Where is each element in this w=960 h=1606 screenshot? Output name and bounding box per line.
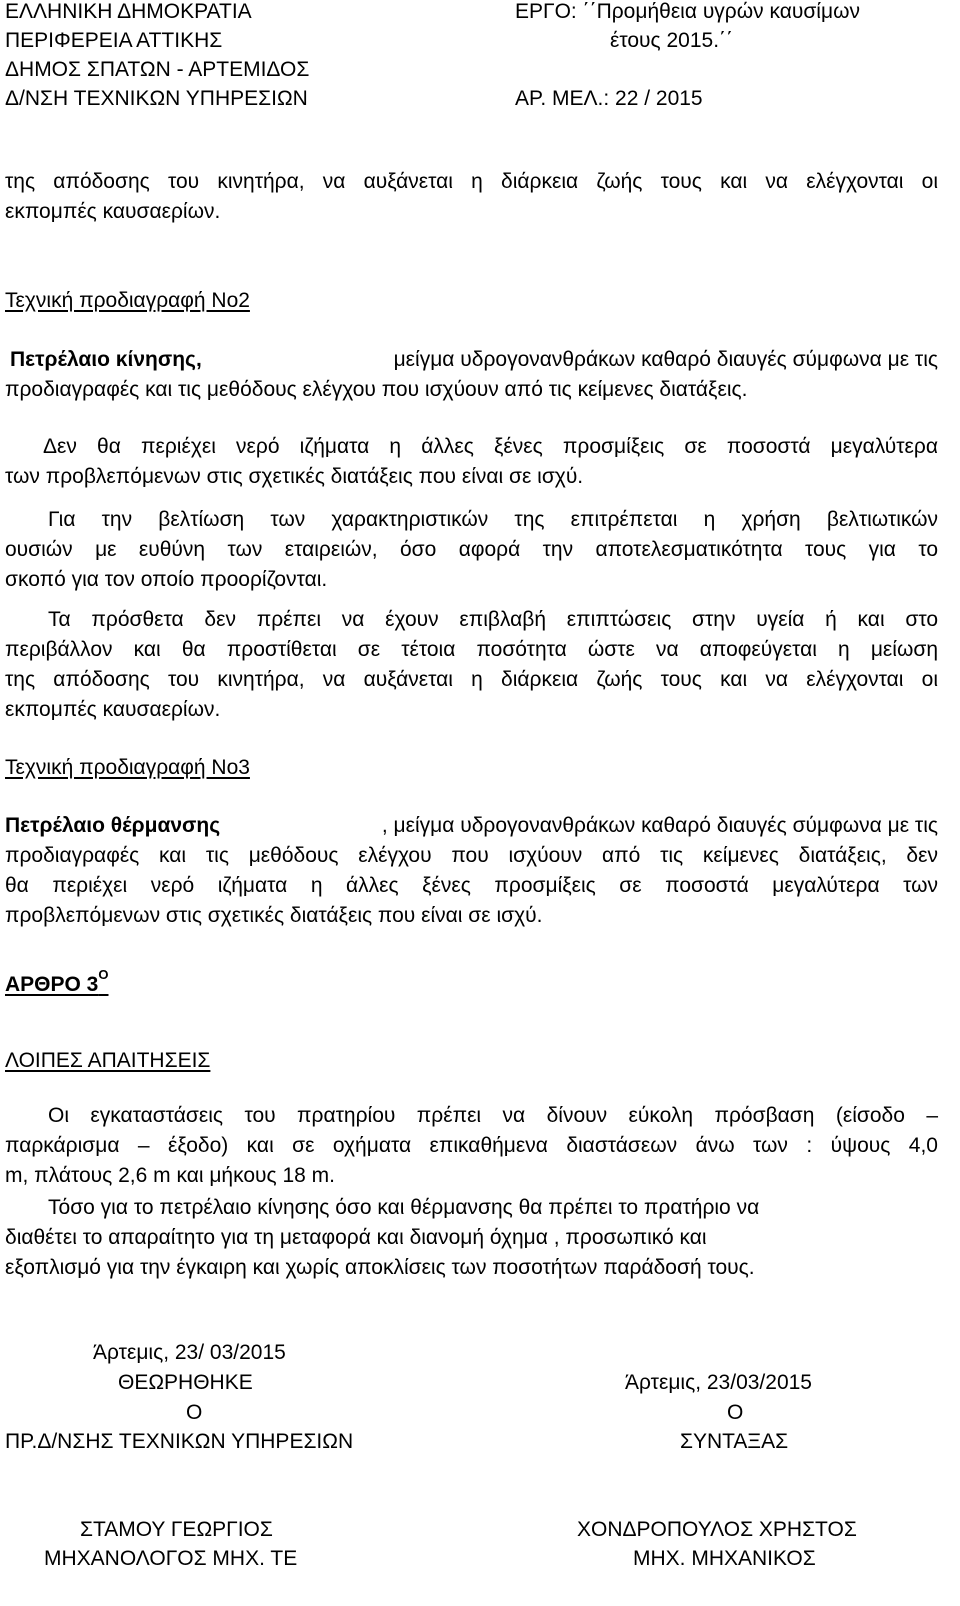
signature-title: ΜΗΧ. ΜΗΧΑΝΙΚΟΣ	[633, 1547, 816, 1570]
text-line: προβλεπόμενων στις σχετικές διατάξεις που είναι σε ισχύ.	[5, 904, 543, 927]
spec2-heading: Τεχνική προδιαγραφή Νο2	[5, 289, 250, 312]
spec2-paragraph-4	[5, 605, 938, 725]
text-line: Για την βελτίωση των χαρακτηριστικών της επιτρέπεται η χρήση βελτιωτικών	[48, 508, 938, 531]
header-line: ΕΛΛΗΝΙΚΗ ΔΗΜΟΚΡΑΤΙΑ	[5, 0, 252, 23]
text-line: Τόσο για το πετρέλαιο κίνησης όσο και θέρμανσης θα πρέπει το πρατήριο να	[48, 1196, 760, 1219]
study-number: ΑΡ. ΜΕΛ.: 22 / 2015	[515, 87, 703, 110]
signature-role: ΠΡ.Δ/ΝΣΗΣ ΤΕΧΝΙΚΩΝ ΥΠΗΡΕΣΙΩΝ	[5, 1430, 354, 1453]
signature-title: ΜΗΧΑΝΟΛΟΓΟΣ ΜΗΧ. ΤΕ	[44, 1547, 298, 1570]
spec2-paragraph-3	[5, 505, 938, 595]
text-line: περιβάλλον και θα προστίθεται σε τέτοια ποσότητα ώστε να αποφεύγεται η μείωση	[5, 638, 938, 661]
text-line: ουσιών με ευθύνη των εταιρειών, όσο αφορά την αποτελεσματικότητα τους για το	[5, 538, 938, 561]
text-line: προδιαγραφές και τις μεθόδους ελέγχου που ισχύουν από τις κείμενες διατάξεις, δεν	[5, 844, 938, 867]
text-line: μείγμα υδρογονανθράκων καθαρό διαυγές σύμφωνα με τις	[393, 348, 938, 371]
text-line: σκοπό για τον οποίο προορίζονται.	[5, 568, 328, 591]
text-line: παρκάρισμα – έξοδο) και σε οχήματα επικαθήμενα διαστάσεων άνω των : ύψους 4,0	[5, 1134, 938, 1157]
signature-action: ΘΕΩΡΗΘΗΚΕ	[118, 1371, 253, 1394]
signature-name: ΣΤΑΜΟΥ ΓΕΩΡΓΙΟΣ	[80, 1518, 273, 1541]
spec2-product-name: Πετρέλαιο κίνησης,	[10, 348, 202, 371]
text-line: θα περιέχει νερό ιζήματα η άλλες ξένες προσμίξεις σε ποσοστά μεγαλύτερα των	[5, 874, 938, 897]
article-paragraph-2	[5, 1193, 905, 1283]
project-title: ΕΡΓΟ: ΄΄Προμήθεια υγρών καυσίμων	[515, 0, 860, 23]
signature-role: ΣΥΝΤΑΞΑΣ	[680, 1430, 789, 1453]
text-line: Δεν θα περιέχει νερό ιζήματα η άλλες ξένες προσμίξεις σε ποσοστά μεγαλύτερα	[43, 435, 938, 458]
signature-date: Άρτεμις, 23/ 03/2015	[93, 1341, 286, 1364]
text-line: εξοπλισμό για την έγκαιρη και χωρίς αποκλίσεις των ποσοτήτων παράδοσή τους.	[5, 1256, 755, 1279]
spec2-paragraph-2	[5, 432, 938, 492]
text-line: της απόδοσης του κινητήρα, να αυξάνεται η διάρκεια ζωής τους και να ελέγχονται οι	[5, 668, 938, 691]
text-line: προδιαγραφές και τις μεθόδους ελέγχου που ισχύουν από τις κείμενες διατάξεις.	[5, 378, 748, 401]
signature-date: Άρτεμις, 23/03/2015	[625, 1371, 812, 1394]
article-title-text: ΑΡΘΡΟ 3	[5, 973, 99, 996]
header-line: ΔΗΜΟΣ ΣΠΑΤΩΝ - ΑΡΤΕΜΙΔΟΣ	[5, 58, 310, 81]
spec3-heading: Τεχνική προδιαγραφή Νο3	[5, 756, 250, 779]
spec2-paragraph-1	[5, 345, 938, 405]
project-year: έτους 2015.΄΄	[610, 29, 734, 52]
text-line: m, πλάτους 2,6 m και μήκους 18 m.	[5, 1164, 335, 1187]
text-line: εκπομπές καυσαερίων.	[5, 200, 221, 223]
text-line: εκπομπές καυσαερίων.	[5, 698, 221, 721]
text-line: Τα πρόσθετα δεν πρέπει να έχουν επιβλαβή επιπτώσεις στην υγεία ή και στο	[48, 608, 938, 631]
text-line: της απόδοσης του κινητήρα, να αυξάνεται η διάρκεια ζωής τους και να ελέγχονται οι	[5, 170, 938, 193]
spec3-product-name: Πετρέλαιο θέρμανσης	[5, 814, 221, 837]
signature-name: ΧΟΝΔΡΟΠΟΥΛΟΣ ΧΡΗΣΤΟΣ	[577, 1518, 857, 1541]
spec3-paragraph	[5, 811, 938, 931]
article-title-sup: Ο	[98, 967, 109, 982]
header-line: ΠΕΡΙΦΕΡΕΙΑ ΑΤΤΙΚΗΣ	[5, 29, 223, 52]
signature-article: Ο	[186, 1401, 203, 1424]
intro-paragraph	[5, 167, 938, 227]
article-subtitle: ΛΟΙΠΕΣ ΑΠΑΙΤΗΣΕΙΣ	[5, 1049, 211, 1072]
text-line: Οι εγκαταστάσεις του πρατηρίου πρέπει να δίνουν εύκολη πρόσβαση (είσοδο –	[48, 1104, 938, 1127]
text-line: διαθέτει το απαραίτητο για τη μεταφορά και διανομή όχημα , προσωπικό και	[5, 1226, 707, 1249]
article-paragraph-1	[5, 1101, 938, 1191]
text-line: , μείγμα υδρογονανθράκων καθαρό διαυγές σύμφωνα με τις	[381, 814, 938, 837]
header-line: Δ/ΝΣΗ ΤΕΧΝΙΚΩΝ ΥΠΗΡΕΣΙΩΝ	[5, 87, 308, 110]
article-title	[5, 967, 109, 1000]
signature-article: Ο	[727, 1401, 744, 1424]
text-line: των προβλεπόμενων στις σχετικές διατάξεις που είναι σε ισχύ.	[5, 465, 584, 488]
